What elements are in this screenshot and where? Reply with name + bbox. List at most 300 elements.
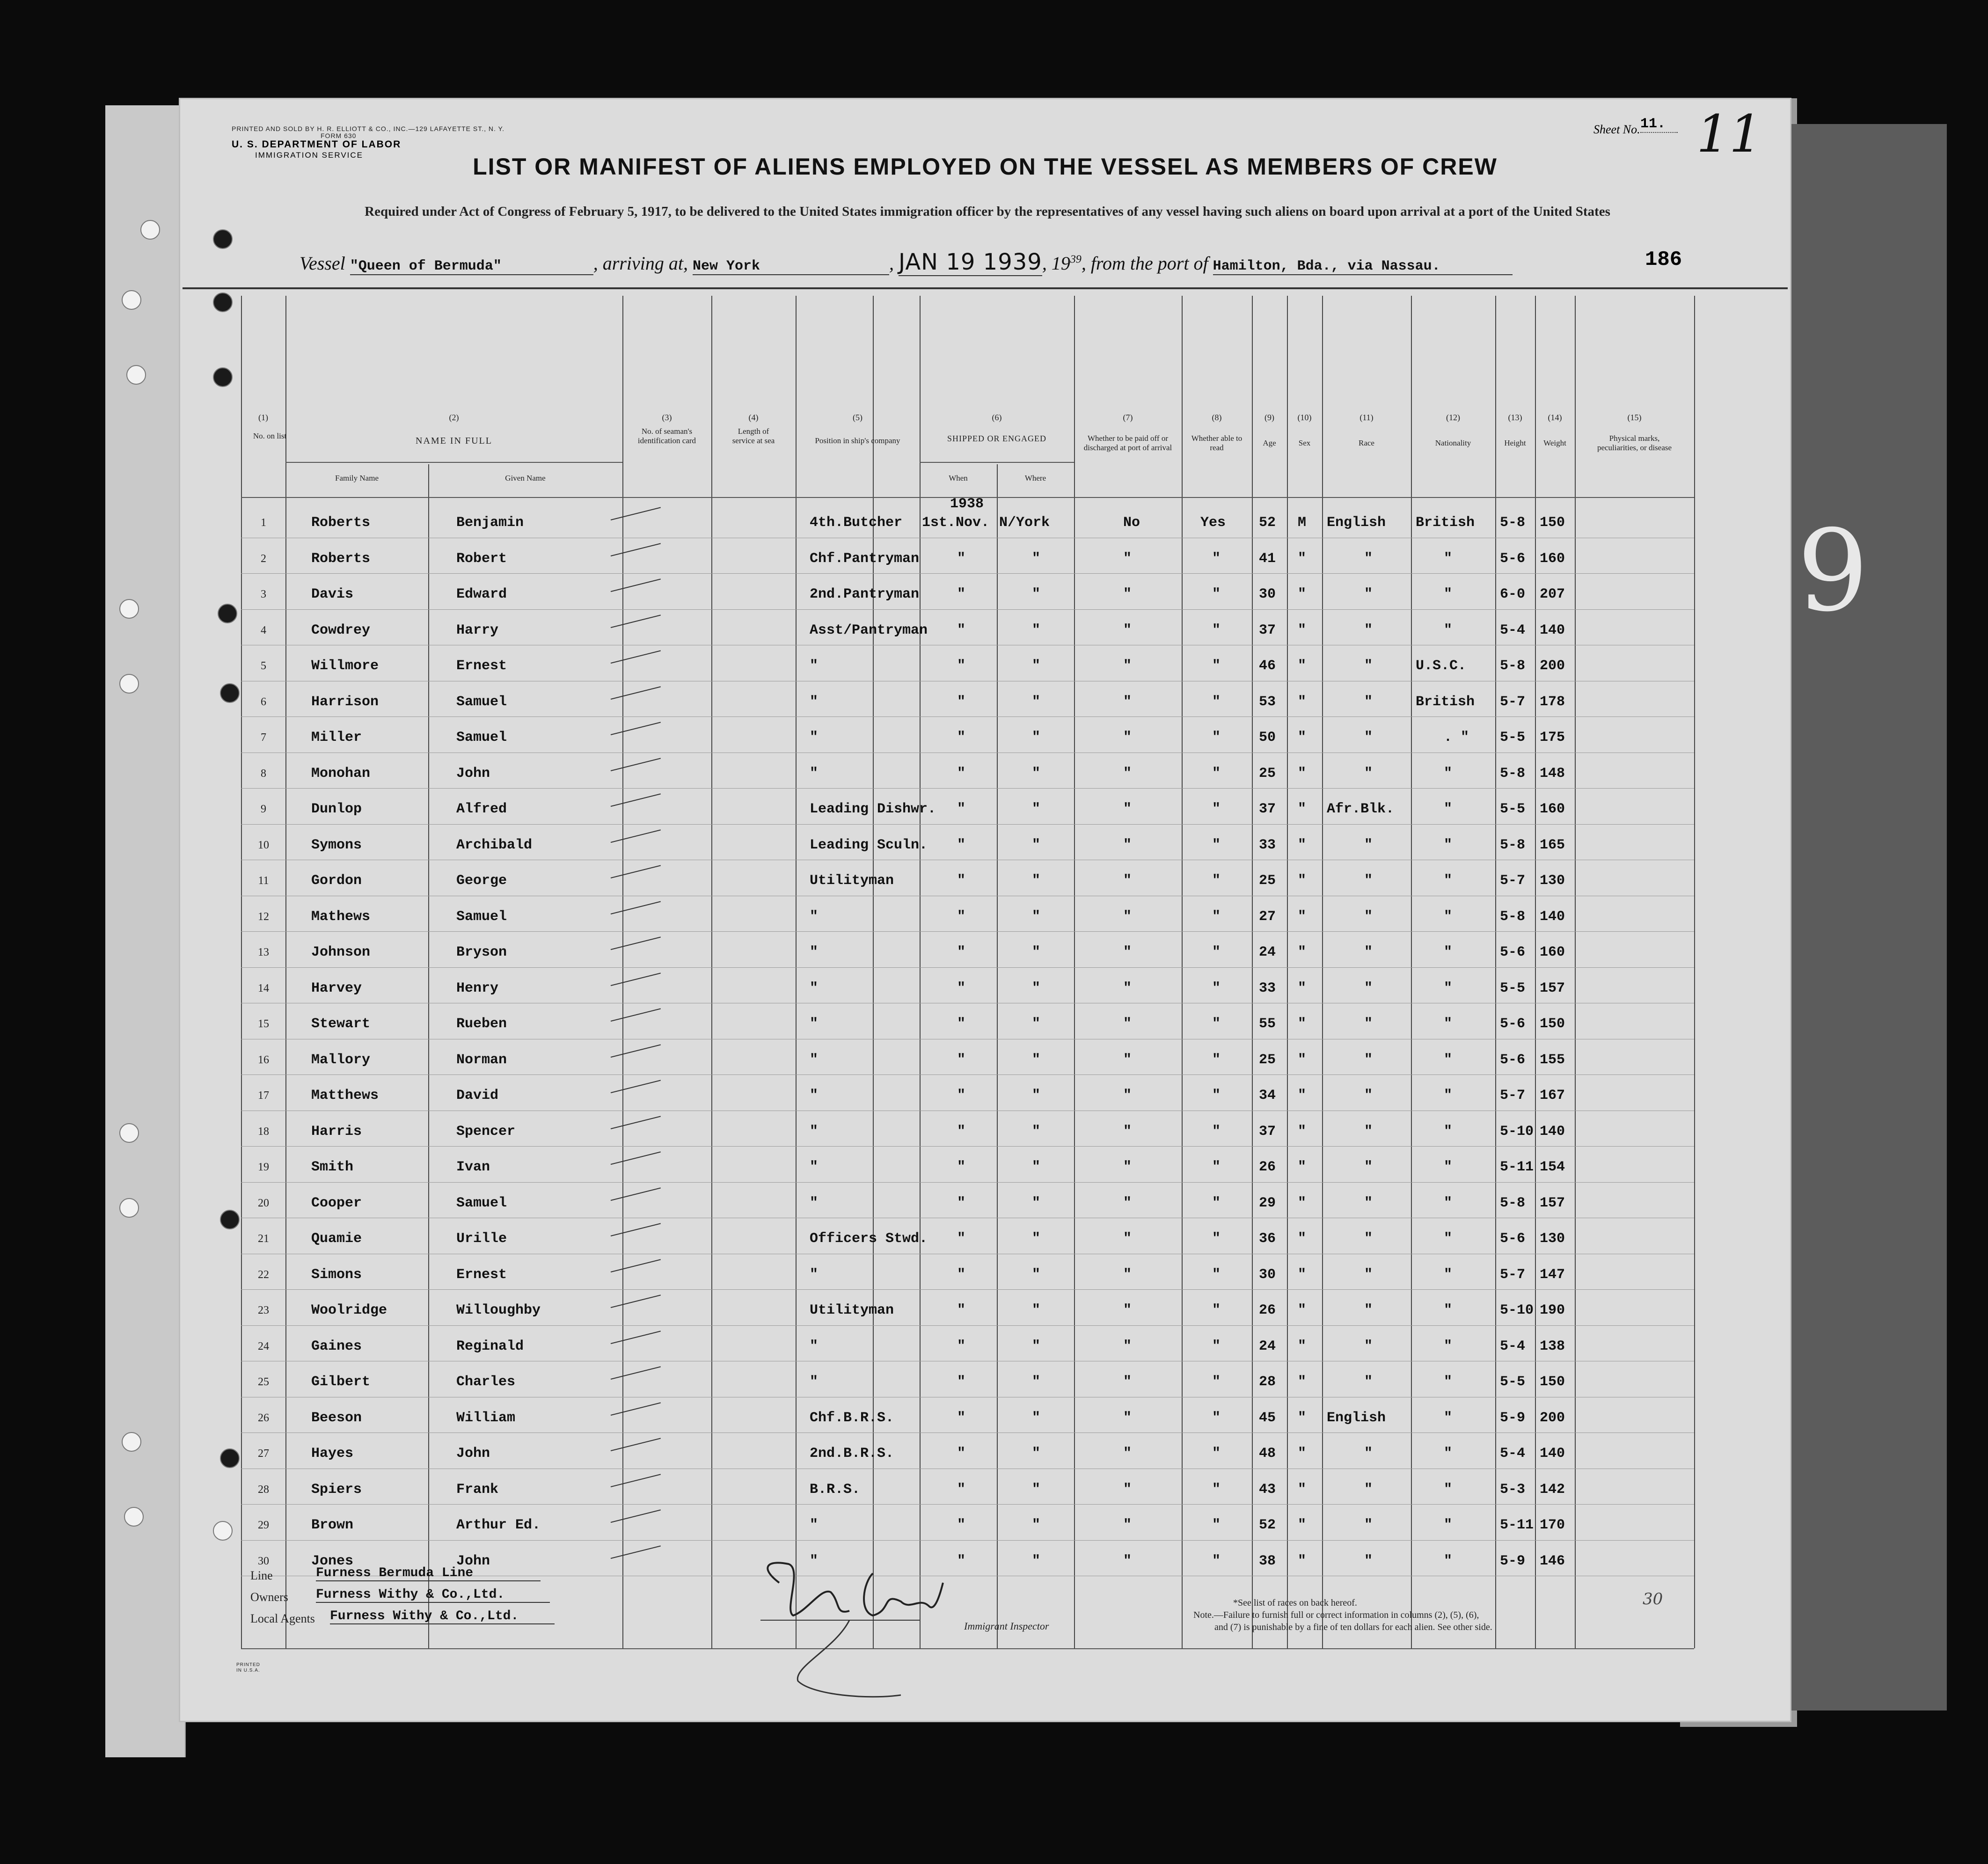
family-name: Mathews: [311, 908, 371, 925]
age: 53: [1259, 694, 1276, 710]
sex: ": [1298, 837, 1307, 853]
able-to-read: ": [1212, 1016, 1221, 1032]
able-to-read: ": [1212, 1446, 1221, 1462]
sex: ": [1298, 873, 1307, 889]
paid-off: ": [1123, 622, 1132, 638]
binder-hole: [119, 1198, 139, 1218]
shipped-when: ": [957, 730, 966, 746]
column-rule: [920, 296, 921, 1648]
paid-off: ": [1123, 1159, 1132, 1175]
agents-value: Furness Withy & Co.,Ltd.: [330, 1609, 555, 1624]
line-label: Line: [250, 1569, 273, 1582]
shipped-when: ": [957, 908, 966, 925]
binder-hole: [213, 229, 233, 249]
age: 28: [1259, 1374, 1276, 1390]
row-rule: [241, 1325, 1694, 1326]
height: 5-5: [1500, 980, 1526, 996]
row-number: 7: [261, 731, 266, 744]
able-to-read: Yes: [1200, 515, 1226, 531]
nationality: ": [1444, 1052, 1453, 1068]
margin-number: 30: [1643, 1590, 1663, 1608]
nationality: ": [1444, 1016, 1453, 1032]
form-number: FORM 630: [321, 132, 357, 139]
weight: 175: [1540, 730, 1565, 746]
given-name: Charles: [456, 1374, 516, 1390]
age: 55: [1259, 1016, 1276, 1032]
given-name: George: [456, 873, 507, 889]
shipped-when: ": [957, 1553, 966, 1569]
paid-off: ": [1123, 586, 1132, 602]
margin-mark: 9: [1797, 505, 1869, 636]
given-name: Spencer: [456, 1123, 516, 1140]
able-to-read: ": [1212, 980, 1221, 996]
shipped-subheader-rule: [920, 462, 1074, 463]
nationality: ": [1444, 1338, 1453, 1354]
id-card-tick: [611, 1080, 661, 1093]
family-name: Simons: [311, 1266, 362, 1283]
paid-off: ": [1123, 1052, 1132, 1068]
weight: 200: [1540, 1410, 1565, 1426]
position: ": [810, 1338, 819, 1354]
position: ": [810, 694, 819, 710]
header-family-name: Family Name: [335, 474, 379, 482]
race: ": [1364, 837, 1373, 853]
column-rule: [1182, 296, 1183, 1648]
id-card-tick: [611, 793, 661, 807]
sex: ": [1298, 1338, 1307, 1354]
id-card-tick: [611, 1116, 661, 1129]
header-able-to-read: Whether able to read: [1191, 434, 1242, 452]
age: 24: [1259, 1338, 1276, 1354]
sex: ": [1298, 944, 1307, 960]
race: ": [1364, 1553, 1373, 1569]
race: English: [1327, 1410, 1386, 1426]
column-rule: [428, 464, 429, 1648]
row-number: 16: [258, 1053, 269, 1066]
height: 5-7: [1500, 1088, 1526, 1104]
family-name: Monohan: [311, 765, 371, 782]
nationality: ": [1444, 1159, 1453, 1175]
given-name: Robert: [456, 550, 507, 567]
family-name: Woolridge: [311, 1302, 387, 1318]
shipped-where: ": [1032, 730, 1041, 746]
shipped-when: ": [957, 1410, 966, 1426]
shipped-when: ": [957, 1231, 966, 1247]
given-name: William: [456, 1410, 516, 1426]
height: 5-7: [1500, 873, 1526, 889]
vessel-label: Vessel: [300, 253, 345, 274]
fine-note-2: and (7) is punishable by a fine of ten dollars for each alien. See other side.: [1214, 1622, 1492, 1632]
position: ": [810, 1374, 819, 1390]
id-card-tick: [611, 901, 661, 914]
height: 5-8: [1500, 837, 1526, 853]
shipped-where: ": [1032, 1159, 1041, 1175]
shipped-where: ": [1032, 1410, 1041, 1426]
paid-off: ": [1123, 730, 1132, 746]
shipped-when: ": [957, 1123, 966, 1140]
id-card-tick: [611, 829, 661, 843]
shipped-where: ": [1032, 765, 1041, 782]
given-name: Benjamin: [456, 515, 524, 531]
id-card-tick: [611, 1008, 661, 1022]
row-rule: [241, 1289, 1694, 1290]
paid-off: ": [1123, 765, 1132, 782]
height: 5-7: [1500, 1266, 1526, 1283]
id-card-tick: [611, 758, 661, 771]
able-to-read: ": [1212, 730, 1221, 746]
sex: ": [1298, 550, 1307, 567]
header-race: Race: [1359, 439, 1374, 447]
row-number: 4: [261, 624, 266, 636]
weight: 140: [1540, 1446, 1565, 1462]
height: 5-3: [1500, 1481, 1526, 1498]
able-to-read: ": [1212, 837, 1221, 853]
shipped-where: ": [1032, 694, 1041, 710]
column-number: (1): [258, 413, 268, 422]
arriving-label: , arriving at,: [593, 253, 688, 274]
age: 33: [1259, 980, 1276, 996]
row-number: 19: [258, 1161, 269, 1173]
row-number: 2: [261, 552, 266, 565]
owners-label: Owners: [250, 1590, 288, 1604]
race: ": [1364, 1266, 1373, 1283]
paid-off: ": [1123, 1088, 1132, 1104]
column-rule: [997, 464, 998, 1648]
height: 5-6: [1500, 944, 1526, 960]
row-rule: [241, 788, 1694, 789]
paid-off: ": [1123, 1016, 1132, 1032]
sex: ": [1298, 1195, 1307, 1211]
race: ": [1364, 1016, 1373, 1032]
given-name: John: [456, 765, 490, 782]
binder-hole: [220, 1210, 240, 1229]
id-card-tick: [611, 1187, 661, 1201]
column-rule: [1535, 296, 1536, 1648]
height: 5-6: [1500, 1016, 1526, 1032]
position: ": [810, 658, 819, 674]
row-number: 13: [258, 946, 269, 958]
given-name: Harry: [456, 622, 499, 638]
position: ": [810, 1016, 819, 1032]
race: English: [1327, 515, 1386, 531]
nationality: ": [1444, 586, 1453, 602]
column-number: (10): [1297, 413, 1312, 422]
able-to-read: ": [1212, 1052, 1221, 1068]
row-number: 1: [261, 517, 266, 529]
given-name: Bryson: [456, 944, 507, 960]
column-number: (12): [1446, 413, 1460, 422]
paid-off: ": [1123, 1446, 1132, 1462]
inspector-signature: [751, 1555, 1041, 1714]
able-to-read: ": [1212, 765, 1221, 782]
able-to-read: ": [1212, 1266, 1221, 1283]
sex: ": [1298, 658, 1307, 674]
family-name: Beeson: [311, 1410, 362, 1426]
weight: 200: [1540, 658, 1565, 674]
weight: 170: [1540, 1517, 1565, 1533]
age: 25: [1259, 1052, 1276, 1068]
header-paid-off: Whether to be paid off or discharged at port of arrival: [1083, 434, 1172, 452]
sex: ": [1298, 1159, 1307, 1175]
column-number: (9): [1264, 413, 1274, 422]
sex: ": [1298, 1374, 1307, 1390]
able-to-read: ": [1212, 801, 1221, 817]
column-rule: [1411, 296, 1412, 1648]
height: 5-8: [1500, 515, 1526, 531]
given-name: Urille: [456, 1231, 507, 1247]
sex: ": [1298, 801, 1307, 817]
header-given-name: Given Name: [505, 474, 546, 482]
shipped-where: N/York: [999, 515, 1050, 531]
weight: 150: [1540, 515, 1565, 531]
nationality: ": [1444, 1231, 1453, 1247]
nationality: ": [1444, 1553, 1453, 1569]
sex: ": [1298, 1123, 1307, 1140]
paid-off: ": [1123, 1266, 1132, 1283]
id-card-tick: [611, 1223, 661, 1236]
shipped-where: ": [1032, 1016, 1041, 1032]
column-rule: [241, 296, 242, 1648]
family-name: Matthews: [311, 1088, 379, 1104]
able-to-read: ": [1212, 1374, 1221, 1390]
height: 5-8: [1500, 765, 1526, 782]
age: 29: [1259, 1195, 1276, 1211]
given-name: Samuel: [456, 694, 507, 710]
height: 5-11: [1500, 1517, 1534, 1533]
sex: ": [1298, 1302, 1307, 1318]
paid-off: ": [1123, 873, 1132, 889]
age: 33: [1259, 837, 1276, 853]
column-rule: [1322, 296, 1323, 1648]
column-rule: [622, 296, 623, 1648]
age: 30: [1259, 1266, 1276, 1283]
shipped-when: ": [957, 1052, 966, 1068]
position: ": [810, 980, 819, 996]
age: 25: [1259, 765, 1276, 782]
header-age: Age: [1263, 439, 1276, 447]
paid-off: ": [1123, 801, 1132, 817]
row-number: 6: [261, 695, 266, 708]
race: ": [1364, 1338, 1373, 1354]
column-number: (6): [992, 413, 1002, 422]
service-name: IMMIGRATION SERVICE: [255, 151, 364, 160]
row-rule: [241, 967, 1694, 968]
binder-hole: [213, 292, 233, 312]
column-number: (8): [1212, 413, 1222, 422]
able-to-read: ": [1212, 1338, 1221, 1354]
sheet-handwritten-mark: 11: [1696, 104, 1762, 164]
age: 30: [1259, 586, 1276, 602]
nationality: ": [1444, 801, 1453, 817]
column-rule: [796, 296, 797, 1648]
column-number: (14): [1548, 413, 1562, 422]
shipped-where: ": [1032, 1481, 1041, 1498]
paid-off: ": [1123, 1338, 1132, 1354]
able-to-read: ": [1212, 622, 1221, 638]
paid-off: ": [1123, 980, 1132, 996]
row-rule: [241, 1182, 1694, 1183]
sheet-label: Sheet No.: [1593, 123, 1640, 136]
sex: ": [1298, 1410, 1307, 1426]
family-name: Harrison: [311, 694, 379, 710]
paid-off: ": [1123, 658, 1132, 674]
shipped-where: ": [1032, 801, 1041, 817]
row-number: 29: [258, 1519, 269, 1531]
vessel-line: Vessel "Queen of Bermuda" , arriving at, New York , JAN 19 1939, $19^{39}$, from the port of Hamilton, Bda., via Nassau.: [300, 249, 1513, 276]
nationality: . ": [1444, 730, 1469, 746]
shipped-when: ": [957, 980, 966, 996]
given-name: Ivan: [456, 1159, 490, 1175]
height: 5-4: [1500, 622, 1526, 638]
id-card-tick: [611, 865, 661, 878]
family-name: Brown: [311, 1517, 354, 1533]
shipped-where: ": [1032, 1446, 1041, 1462]
weight: 190: [1540, 1302, 1565, 1318]
height: 5-5: [1500, 730, 1526, 746]
position: ": [810, 730, 819, 746]
vessel-name: "Queen of Bermuda": [350, 258, 593, 275]
given-name: Samuel: [456, 730, 507, 746]
sex: ": [1298, 1231, 1307, 1247]
weight: 140: [1540, 1123, 1565, 1140]
header-no-on-list: No. on list: [253, 431, 287, 440]
race: ": [1364, 1302, 1373, 1318]
id-card-tick: [611, 1509, 661, 1523]
shipped-when: ": [957, 622, 966, 638]
shipped-where: ": [1032, 837, 1041, 853]
arriving-port: New York: [693, 258, 889, 275]
family-name: Spiers: [311, 1481, 362, 1498]
able-to-read: ": [1212, 1410, 1221, 1426]
header-weight: Weight: [1543, 439, 1566, 447]
header-position: Position in ship's company: [815, 436, 900, 445]
position: B.R.S.: [810, 1481, 861, 1498]
column-number: (13): [1508, 413, 1522, 422]
row-number: 21: [258, 1233, 269, 1245]
binder-hole: [122, 290, 141, 310]
position: ": [810, 765, 819, 782]
binder-hole: [213, 367, 233, 387]
able-to-read: ": [1212, 944, 1221, 960]
nationality: ": [1444, 765, 1453, 782]
nationality: ": [1444, 550, 1453, 567]
height: 5-5: [1500, 801, 1526, 817]
paid-off: ": [1123, 908, 1132, 925]
id-card-tick: [611, 650, 661, 664]
id-card-tick: [611, 1438, 661, 1451]
printed-in-mark: PRINTED IN U.S.A.: [236, 1662, 260, 1673]
manifest-page: [180, 99, 1790, 1721]
nationality: ": [1444, 1088, 1453, 1104]
header-where: Where: [1024, 474, 1046, 482]
weight: 157: [1540, 980, 1565, 996]
position: Utilityman: [810, 1302, 894, 1318]
shipped-where: ": [1032, 1088, 1041, 1104]
weight: 130: [1540, 1231, 1565, 1247]
shipped-where: ": [1032, 1338, 1041, 1354]
shipped-where: ": [1032, 1266, 1041, 1283]
paid-off: ": [1123, 1553, 1132, 1569]
id-card-tick: [611, 1294, 661, 1308]
paid-off: ": [1123, 944, 1132, 960]
family-name: Symons: [311, 837, 362, 853]
height: 5-8: [1500, 1195, 1526, 1211]
weight: 140: [1540, 622, 1565, 638]
able-to-read: ": [1212, 586, 1221, 602]
shipped-when: ": [957, 586, 966, 602]
shipped-where: ": [1032, 908, 1041, 925]
paid-off: No: [1123, 515, 1140, 531]
weight: 160: [1540, 944, 1565, 960]
weight: 157: [1540, 1195, 1565, 1211]
family-name: Gilbert: [311, 1374, 371, 1390]
height: 5-6: [1500, 550, 1526, 567]
header-height: Height: [1504, 439, 1526, 447]
row-number: 28: [258, 1483, 269, 1496]
row-number: 23: [258, 1304, 269, 1316]
given-name: Ernest: [456, 1266, 507, 1283]
nationality: ": [1444, 1374, 1453, 1390]
race: ": [1364, 1123, 1373, 1140]
column-rule: [1495, 296, 1496, 1648]
race: ": [1364, 980, 1373, 996]
column-rule: [711, 296, 712, 1648]
row-number: 18: [258, 1125, 269, 1138]
age: 50: [1259, 730, 1276, 746]
position: ": [810, 1088, 819, 1104]
weight: 150: [1540, 1016, 1565, 1032]
sex: ": [1298, 765, 1307, 782]
able-to-read: ": [1212, 873, 1221, 889]
age: 37: [1259, 801, 1276, 817]
given-name: Alfred: [456, 801, 507, 817]
position: Leading Dishwr.: [810, 801, 936, 817]
able-to-read: ": [1212, 1088, 1221, 1104]
id-card-tick: [611, 1402, 661, 1416]
race: ": [1364, 586, 1373, 602]
able-to-read: ": [1212, 908, 1221, 925]
race: ": [1364, 622, 1373, 638]
shipped-year: 1938: [950, 496, 984, 512]
id-card-tick: [611, 1474, 661, 1487]
year-label: , 19: [1042, 253, 1070, 274]
binder-hole: [218, 604, 237, 623]
id-card-tick: [611, 722, 661, 735]
shipped-when: ": [957, 1302, 966, 1318]
shipped-where: ": [1032, 1374, 1041, 1390]
id-card-tick: [611, 543, 661, 556]
paid-off: ": [1123, 550, 1132, 567]
row-number: 20: [258, 1197, 269, 1209]
height: 5-6: [1500, 1231, 1526, 1247]
paid-off: ": [1123, 1231, 1132, 1247]
sex: ": [1298, 980, 1307, 996]
position: Officers Stwd.: [810, 1231, 928, 1247]
row-number: 10: [258, 839, 269, 851]
shipped-where: ": [1032, 1553, 1041, 1569]
race: ": [1364, 1088, 1373, 1104]
shipped-where: ": [1032, 1052, 1041, 1068]
shipped-where: ": [1032, 1195, 1041, 1211]
height: 5-9: [1500, 1410, 1526, 1426]
row-rule: [241, 1146, 1694, 1147]
height: 5-10: [1500, 1123, 1534, 1140]
able-to-read: ": [1212, 1231, 1221, 1247]
given-name: Edward: [456, 586, 507, 602]
sex: ": [1298, 1553, 1307, 1569]
id-card-tick: [611, 1151, 661, 1165]
shipped-when: ": [957, 1374, 966, 1390]
